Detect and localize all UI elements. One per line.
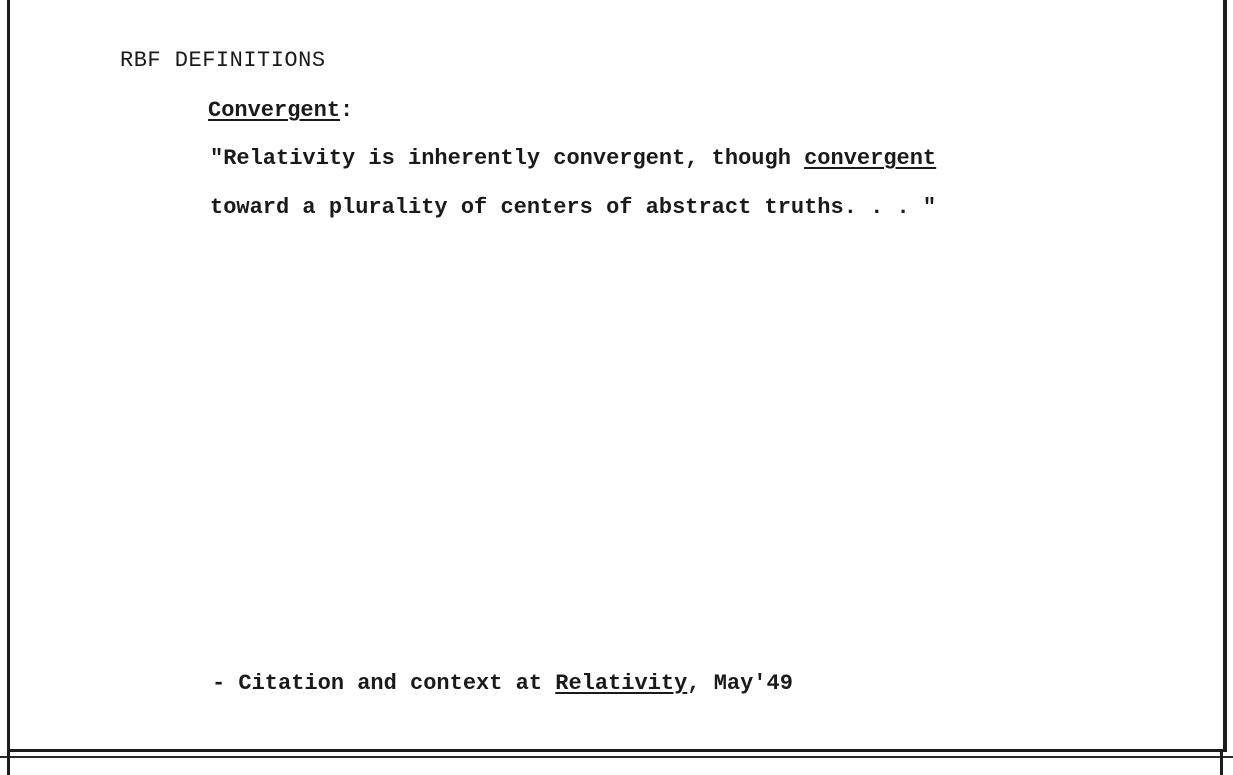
next-card-left-edge (7, 749, 10, 775)
quote-line-1-text: "Relativity is inherently convergent, though (210, 146, 805, 171)
citation-source: Relativity (555, 671, 688, 696)
citation-line (212, 671, 793, 696)
next-card-right-edge (1220, 749, 1223, 775)
quote-line-2: toward a plurality of centers of abstract truths. . . " (210, 195, 937, 220)
term-colon: : (340, 98, 354, 123)
term-word: Convergent (208, 98, 341, 123)
quote-emphasis: convergent (804, 146, 937, 171)
definition-term (208, 98, 353, 123)
next-card-top-edge (0, 756, 1233, 758)
citation-prefix: - Citation and context at (212, 671, 556, 696)
citation-suffix: , May'49 (687, 671, 793, 696)
index-card (7, 0, 1227, 752)
card-heading: RBF DEFINITIONS (120, 48, 326, 73)
quote-line-1 (210, 146, 936, 171)
